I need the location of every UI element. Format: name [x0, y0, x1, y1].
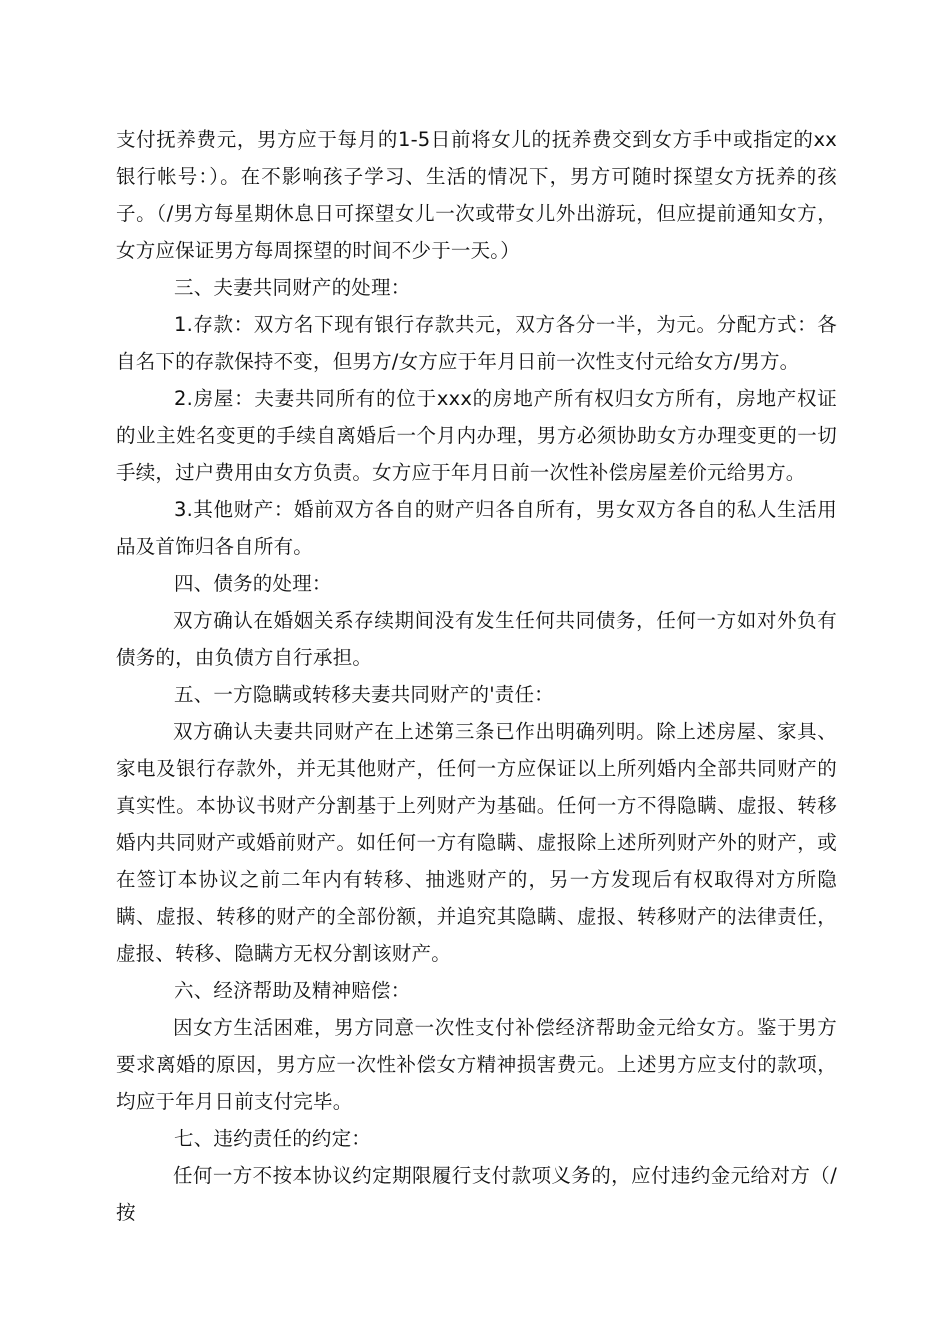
- heading-debts: 四、债务的处理：: [174, 572, 332, 595]
- paragraph-compensation: 因女方生活困难，男方同意一次性支付补偿经济帮助金元给女方。鉴于男方要求离婚的原因，男方应一次性补偿女方精神损害费元。上述男方应支付的款项，均应于年月日前支付完毕。: [116, 1016, 837, 1113]
- heading-compensation: 六、经济帮助及精神赔偿：: [174, 979, 411, 1002]
- paragraph-house: 2.房屋：夫妻共同所有的位于xxx的房地产所有权归女方所有，房地产权证的业主姓名变更的手续自离婚后一个月内办理，男方必须协助女方办理变更的一切手续，过户费用由女方负责。女方应于年月日前一次性补偿房屋差价元给男方。: [116, 387, 837, 484]
- heading-joint-property: 三、夫妻共同财产的处理：: [174, 276, 411, 299]
- paragraph-debts: 双方确认在婚姻关系存续期间没有发生任何共同债务，任何一方如对外负有债务的，由负债方自行承担。: [116, 609, 837, 669]
- document-body: [116, 121, 837, 1231]
- paragraph-deposits: 1.存款：双方名下现有银行存款共元，双方各分一半，为元。分配方式：各自名下的存款保持不变，但男方/女方应于年月日前一次性支付元给女方/男方。: [116, 313, 837, 373]
- paragraph-other-property: 3.其他财产：婚前双方各自的财产归各自所有，男女双方各自的私人生活用品及首饰归各自所有。: [116, 498, 837, 558]
- heading-breach: 七、违约责任的约定：: [174, 1127, 372, 1150]
- paragraph-breach: 任何一方不按本协议约定期限履行支付款项义务的，应付违约金元给对方（/按: [116, 1164, 837, 1224]
- paragraph-concealment: 双方确认夫妻共同财产在上述第三条已作出明确列明。除上述房屋、家具、家电及银行存款外，并无其他财产，任何一方应保证以上所列婚内全部共同财产的真实性。本协议书财产分割基于上列财产为基础。任何一方不得隐瞒、虚报、转移婚内共同财产或婚前财产。如任何一方有隐瞒、虚报除上述所列财产外的财产，或在签订本协议之前二年内有转移、抽逃财产的，另一方发现后有权取得对方所隐瞒、虚报、转移的财产的全部份额，并追究其隐瞒、虚报、转移财产的法律责任，虚报、转移、隐瞒方无权分割该财产。: [116, 720, 837, 965]
- paragraph-child-support: 支付抚养费元，男方应于每月的1-5日前将女儿的抚养费交到女方手中或指定的xx银行帐号：）。在不影响孩子学习、生活的情况下，男方可随时探望女方抚养的孩子。（/男方每星期休息日可探望女儿一次或带女儿外出游玩，但应提前通知女方，女方应保证男方每周探望的时间不少于一天。）: [116, 128, 837, 262]
- heading-concealment: 五、一方隐瞒或转移夫妻共同财产的'责任：: [174, 683, 554, 706]
